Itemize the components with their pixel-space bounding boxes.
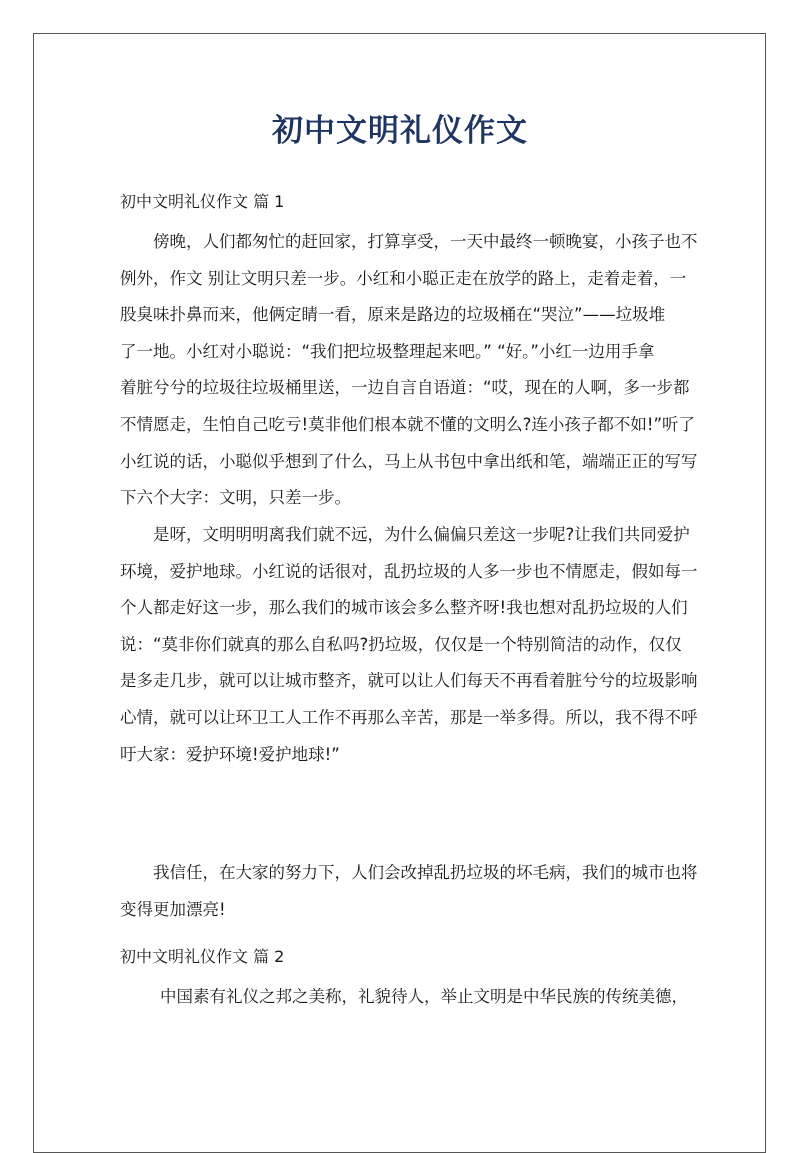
paragraph-2 — [120, 517, 698, 773]
paragraph-line: 不情愿走，生怕自己吃亏!莫非他们根本就不懂的文明么?连小孩子都不如!”听了 — [120, 414, 696, 434]
section-heading-2: 初中文明礼仪作文 篇 2 — [120, 947, 285, 966]
section-heading-1: 初中文明礼仪作文 篇 1 — [120, 192, 285, 211]
paragraph-line: 心情，就可以让环卫工人工作不再那么辛苦，那是一举多得。所以，我不得不呼 — [120, 707, 698, 727]
paragraph-line: 了一地。小红对小聪说：“我们把垃圾整理起来吧。” “好。”小红一边用手拿 — [120, 341, 655, 361]
paragraph-line: 傍晚，人们都匆忙的赶回家，打算享受，一天中最终一顿晚宴，小孩子也不 — [153, 232, 698, 251]
paragraph-line: 中国素有礼仪之邦之美称，礼貌待人，举止文明是中华民族的传统美德， — [160, 987, 688, 1006]
paragraph-line: 例外，作文 别让文明只差一步。小红和小聪正走在放学的路上，走着走着，一 — [120, 268, 687, 288]
paragraph-line: 股臭味扑鼻而来，他俩定睛一看，原来是路边的垃圾桶在“哭泣”——垃圾堆 — [120, 305, 666, 325]
paragraph-line: 我信任，在大家的努力下，人们会改掉乱扔垃圾的坏毛病，我们的城市也将 — [153, 863, 698, 882]
paragraph-3 — [120, 855, 698, 928]
paragraph-line: 是呀，文明明明离我们就不远，为什么偏偏只差这一步呢?让我们共同爱护 — [153, 525, 690, 544]
paragraph-1 — [120, 224, 698, 517]
paragraph-4 — [120, 979, 688, 1016]
paragraph-line: 小红说的话，小聪似乎想到了什么，马上从书包中拿出纸和笔，端端正正的写写 — [120, 451, 698, 471]
document-title: 初中文明礼仪作文 — [272, 113, 528, 149]
paragraph-line: 是多走几步，就可以让城市整齐，就可以让人们每天不再看着脏兮兮的垃圾影响 — [120, 671, 698, 691]
paragraph-line: 个人都走好这一步，那么我们的城市该会多么整齐呀!我也想对乱扔垃圾的人们 — [120, 598, 688, 618]
paragraph-line: 着脏兮兮的垃圾往垃圾桶里送，一边自言自语道：“哎，现在的人啊，多一步都 — [120, 378, 690, 398]
paragraph-line: 吁大家：爱护环境!爱护地球!” — [120, 744, 340, 764]
paragraph-line: 环境，爱护地球。小红说的话很对，乱扔垃圾的人多一步也不情愿走，假如每一 — [120, 561, 698, 581]
paragraph-line: 变得更加漂亮! — [120, 899, 226, 919]
paragraph-line: 下六个大字：文明，只差一步。 — [120, 488, 351, 508]
paragraph-line: 说：“莫非你们就真的那么自私吗?扔垃圾，仅仅是一个特别简洁的动作，仅仅 — [120, 634, 682, 654]
